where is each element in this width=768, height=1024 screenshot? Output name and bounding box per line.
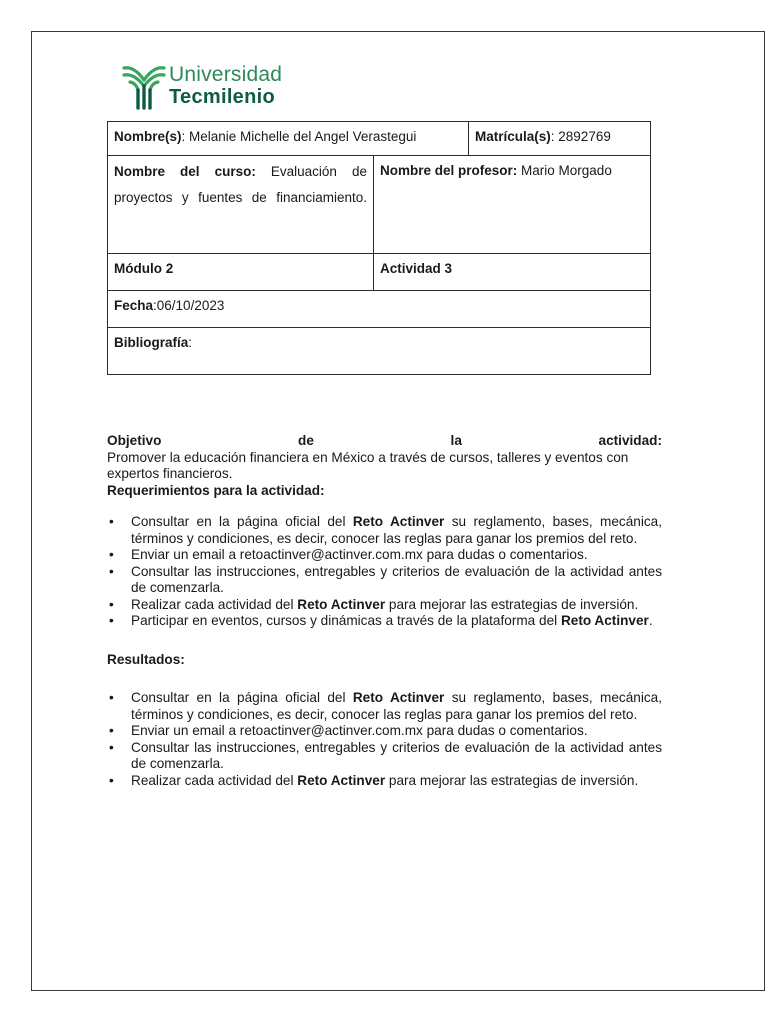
- objective-heading: Objetivo de la actividad:: [107, 433, 662, 448]
- document-page: [31, 31, 765, 991]
- requirements-heading: Requerimientos para la actividad:: [107, 482, 325, 498]
- activity-cell: Actividad 3: [374, 254, 651, 291]
- logo-university-text: Universidad: [169, 63, 283, 86]
- list-item: • Consultar las instrucciones, entregables y criterios de evaluación de la actividad antes de comenzarla.: [107, 564, 662, 597]
- tecmilenio-leaf-icon: [122, 60, 166, 110]
- list-item: • Consultar en la página oficial del Reto Actinver su reglamento, bases, mecánica, términos y condiciones, es decir, conocer las reglas para ganar los premios del reto.: [107, 690, 662, 723]
- student-info-table: [107, 121, 651, 375]
- list-item: • Enviar un email a retoactinver@actinver.com.mx para dudas o comentarios.: [107, 723, 662, 740]
- logo-tecmilenio-text: Tecmilenio: [169, 86, 275, 108]
- professor-cell: Nombre del profesor: Mario Morgado: [374, 156, 651, 254]
- module-cell: Módulo 2: [108, 254, 374, 291]
- results-list: [107, 690, 662, 789]
- student-name-cell: Nombre(s): Melanie Michelle del Angel Verastegui: [108, 122, 469, 156]
- university-logo: [122, 58, 302, 114]
- list-item: • Participar en eventos, cursos y dinámicas a través de la plataforma del Reto Actinver.: [107, 613, 662, 630]
- requirements-list: [107, 514, 662, 630]
- results-heading: Resultados:: [107, 651, 185, 667]
- list-item: • Realizar cada actividad del Reto Actinver para mejorar las estrategias de inversión.: [107, 597, 662, 614]
- objective-text: Promover la educación financiera en México a través de cursos, talleres y eventos con expertos financieros.: [107, 449, 629, 481]
- date-cell: Fecha:06/10/2023: [108, 291, 651, 328]
- list-item: • Consultar en la página oficial del Reto Actinver su reglamento, bases, mecánica, términos y condiciones, es decir, conocer las reglas para ganar los premios del reto.: [107, 514, 662, 547]
- course-name-cell: Nombre del curso: Evaluación de proyectos y fuentes de financiamiento.: [108, 156, 374, 254]
- student-id-cell: Matrícula(s): 2892769: [469, 122, 651, 156]
- bibliography-cell: Bibliografía:: [108, 328, 651, 375]
- list-item: • Consultar las instrucciones, entregables y criterios de evaluación de la actividad antes de comenzarla.: [107, 740, 662, 773]
- list-item: • Realizar cada actividad del Reto Actinver para mejorar las estrategias de inversión.: [107, 773, 662, 790]
- list-item: • Enviar un email a retoactinver@actinver.com.mx para dudas o comentarios.: [107, 547, 662, 564]
- document-body: [107, 433, 662, 789]
